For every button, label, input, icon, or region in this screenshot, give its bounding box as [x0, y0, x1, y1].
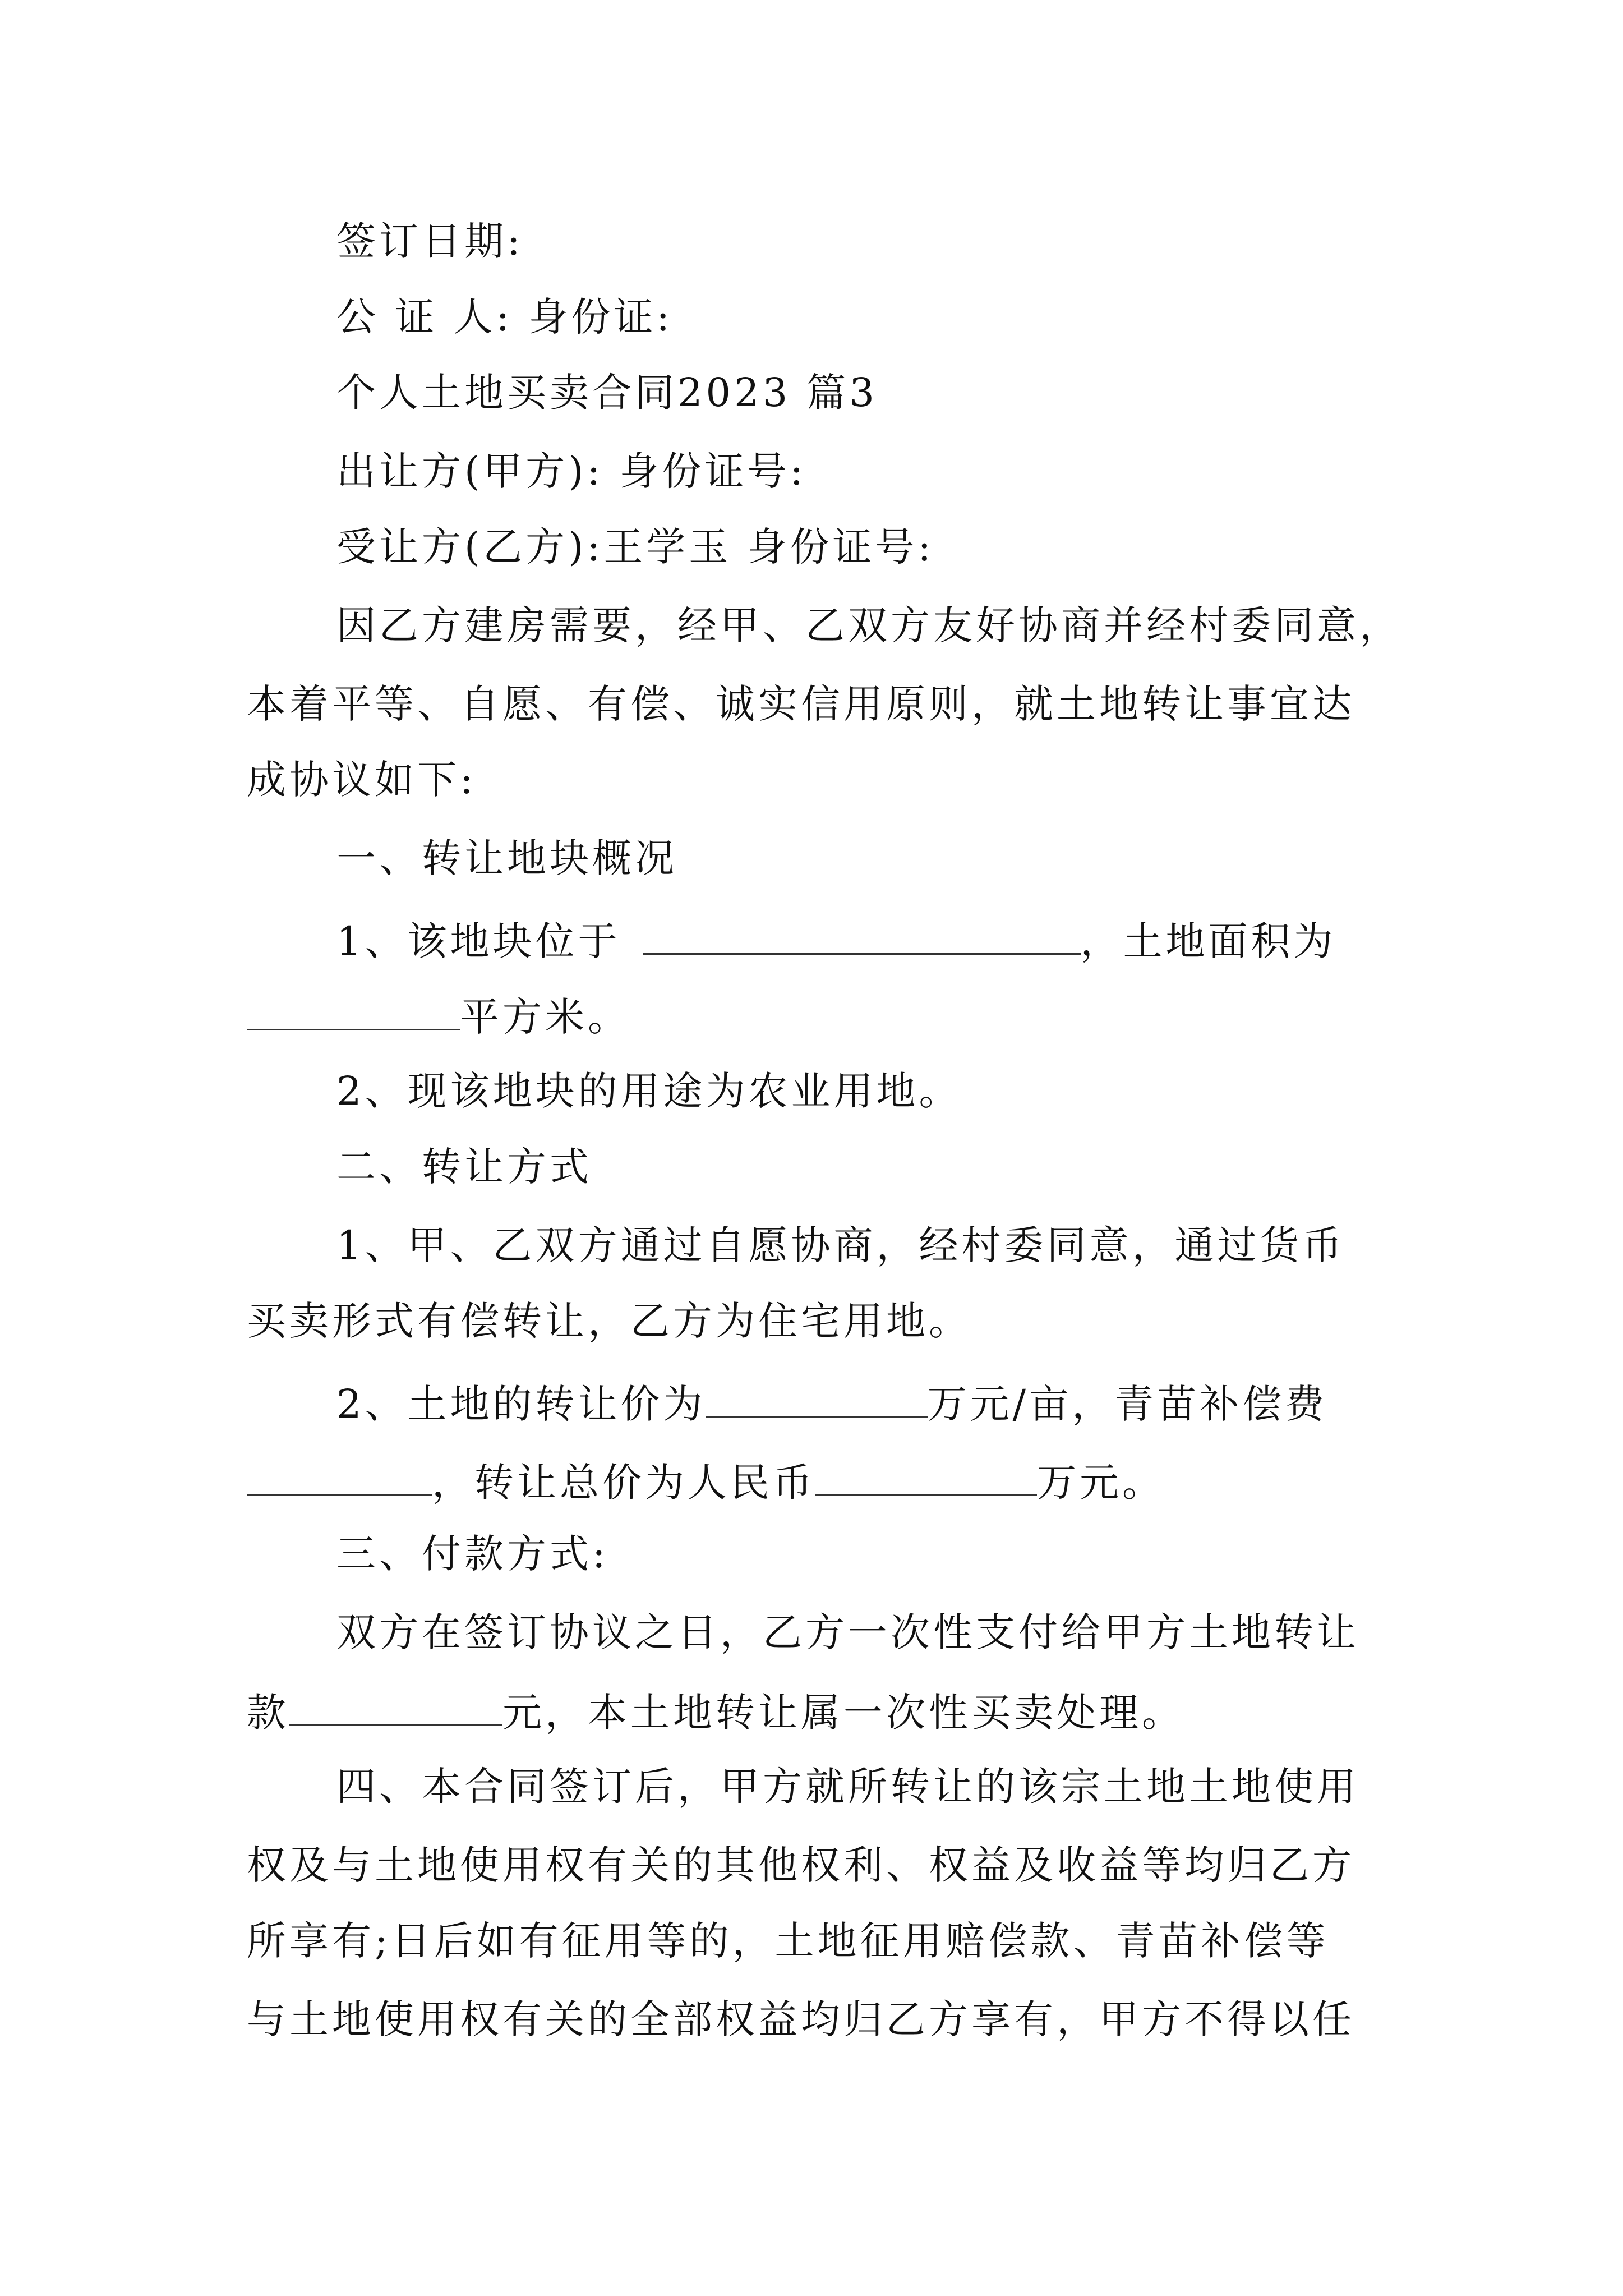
s2-item2-text-a: 2、土地的转让价为	[336, 1381, 706, 1427]
signing-date-label: 签订日期:	[336, 218, 524, 264]
total-price-blank	[815, 1458, 1037, 1496]
transferee-name: 王学玉	[603, 524, 732, 570]
s3-line2-text-a: 款	[247, 1690, 289, 1736]
s2-item2-text-d: 万元。	[1037, 1460, 1165, 1506]
section-1-item-1	[336, 917, 1336, 964]
section-title: 个人土地买卖合同2023 篇3	[336, 370, 878, 416]
section-2-item-1-line-2: 买卖形式有偿转让，乙方为住宅用地。	[247, 1298, 971, 1344]
section-1-title: 一、转让地块概况	[336, 835, 677, 881]
area-blank	[247, 993, 460, 1030]
section-4-line-2: 权及与土地使用权有关的其他权利、权益及收益等均归乙方	[247, 1842, 1355, 1888]
s3-line2-text-b: 元，本土地转让属一次性买卖处理。	[502, 1690, 1184, 1736]
section-1-item-1-cont	[247, 993, 630, 1040]
transferee-prefix: 受让方(乙方):	[336, 524, 604, 570]
section-3-line-2	[247, 1688, 1184, 1736]
s1-item1-text-b: ，土地面积为	[1080, 918, 1336, 964]
s2-item2-text-b: 万元/亩，青苗补偿费	[927, 1381, 1328, 1427]
s2-item2-text-c: ，转让总价为人民币	[432, 1460, 815, 1506]
intro-line-3: 成协议如下:	[247, 757, 477, 803]
section-2-item-2	[336, 1380, 1328, 1427]
transferee-id-label: 身份证号:	[731, 524, 935, 570]
section-4-line-4: 与土地使用权有关的全部权益均归乙方享有，甲方不得以任	[247, 1996, 1355, 2042]
payment-amount-blank	[289, 1688, 502, 1726]
location-blank	[643, 917, 1081, 955]
s1-item1-text-c: 平方米。	[460, 994, 630, 1040]
s1-item1-text-a: 1、该地块位于	[336, 918, 621, 964]
transferor-label: 出让方(甲方): 身份证号:	[336, 448, 807, 494]
section-2-title: 二、转让方式	[336, 1144, 592, 1190]
section-1-item-2: 2、现该地块的用途为农业用地。	[336, 1068, 962, 1114]
section-4-line-3: 所享有;日后如有征用等的，土地征用赔偿款、青苗补偿等	[247, 1918, 1329, 1964]
section-3-line-1: 双方在签订协议之日，乙方一次性支付给甲方土地转让	[336, 1609, 1359, 1655]
section-2-item-1-line-1: 1、甲、乙双方通过自愿协商，经村委同意，通过货币	[336, 1222, 1345, 1268]
section-2-item-2-cont	[247, 1458, 1165, 1506]
section-4-line-1: 四、本合同签订后，甲方就所转让的该宗土地土地使用	[336, 1764, 1359, 1810]
seedling-compensation-blank	[247, 1458, 432, 1496]
notary-label: 公 证 人: 身份证:	[336, 294, 673, 340]
intro-line-1: 因乙方建房需要，经甲、乙双方友好协商并经村委同意，	[336, 602, 1402, 648]
section-3-title: 三、付款方式:	[336, 1531, 609, 1577]
intro-line-2: 本着平等、自愿、有偿、诚实信用原则，就土地转让事宜达	[247, 681, 1355, 727]
price-per-mu-blank	[706, 1380, 928, 1418]
transferee-line	[336, 524, 935, 570]
